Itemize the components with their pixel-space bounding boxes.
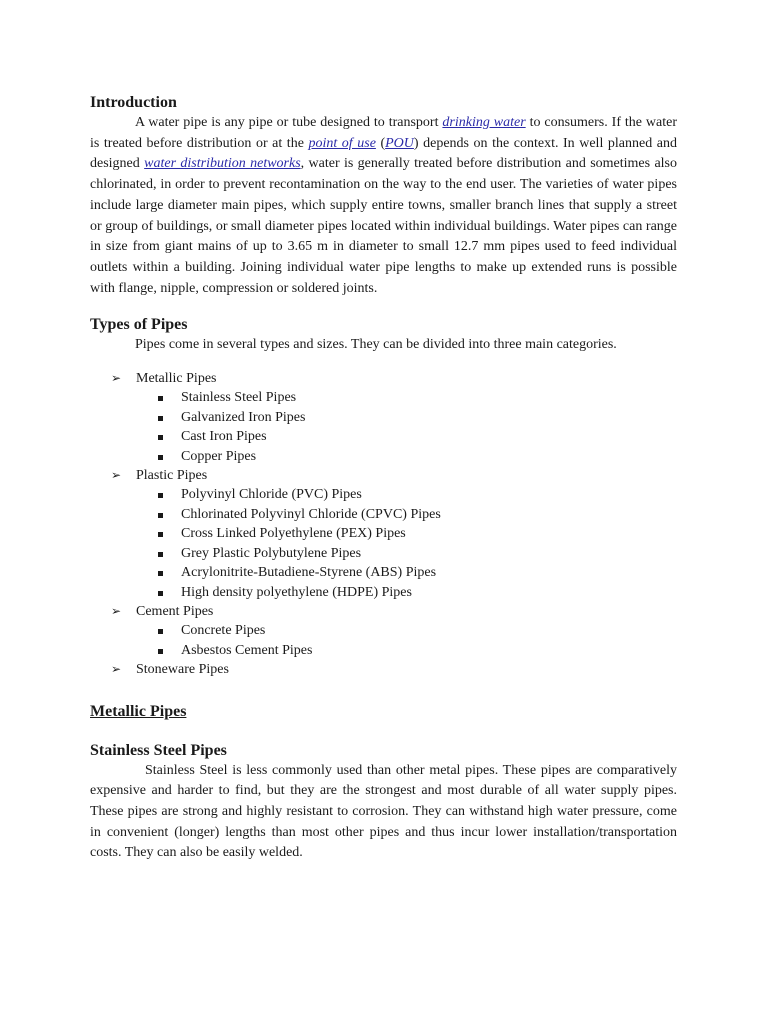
subcategory-item: [136, 485, 677, 504]
subcategory-item: [136, 621, 677, 640]
square-bullet-icon: [158, 455, 163, 460]
subcategory-list: [136, 485, 677, 601]
subcategory-list: [136, 621, 677, 660]
square-bullet-icon: [158, 532, 163, 537]
introduction-heading: Introduction: [90, 94, 177, 111]
category-item: [90, 369, 677, 466]
category-label: Stoneware Pipes: [136, 662, 229, 678]
intro-text-end: , water is generally treated before distribution and sometimes also chlorinated, in order to prevent recontamination on the way to the end user. The varieties of water pipes include large diameter main pipes, which supply entire towns, smaller branch lines that supply a street or group of buildings, or small diameter pipes located within individual buildings. Water pipes can range in size from giant mains of up to 3.65 m in diameter to small 12.7 mm pipes used to feed individual outlets within a building. Joining individual water pipe lengths to make up extended runs is possible with flange, nipple, compression or soldered joints.: [90, 156, 677, 296]
intro-text-mid3: ) depends on the context. In well planned and designed: [90, 135, 677, 172]
subcategory-item: [136, 388, 677, 407]
square-bullet-icon: [158, 552, 163, 557]
stainless-steel-pipes-heading: Stainless Steel Pipes: [90, 741, 227, 759]
subcategory-item: [136, 641, 677, 660]
arrowhead-bullet-icon: ➢: [111, 371, 122, 386]
category-item: [90, 660, 677, 679]
intro-text-start: A water pipe is any pipe or tube designed to transport: [135, 115, 443, 130]
subcategory-item: [136, 505, 677, 524]
category-label: Metallic Pipes: [136, 371, 217, 387]
square-bullet-icon: [158, 396, 163, 401]
subcategory-label: Cross Linked Polyethylene (PEX) Pipes: [181, 526, 406, 542]
square-bullet-icon: [158, 513, 163, 518]
point-of-use-link[interactable]: point of use: [308, 135, 376, 151]
square-bullet-icon: [158, 649, 163, 654]
subcategory-item: [136, 544, 677, 563]
pou-link[interactable]: POU: [385, 135, 414, 151]
subcategory-list: [136, 388, 677, 466]
subcategory-item: [136, 583, 677, 602]
types-paragraph: Pipes come in several types and sizes. They can be divided into three main categories.: [135, 337, 617, 353]
subcategory-label: Stainless Steel Pipes: [181, 390, 297, 406]
metallic-pipes-heading: Metallic Pipes: [90, 702, 187, 720]
square-bullet-icon: [158, 493, 163, 498]
category-label: Cement Pipes: [136, 603, 214, 619]
category-item: [90, 602, 677, 660]
square-bullet-icon: [158, 416, 163, 421]
subcategory-item: [136, 563, 677, 582]
arrowhead-bullet-icon: ➢: [111, 468, 122, 483]
subcategory-label: Acrylonitrite-Butadiene-Styrene (ABS) Pipes: [181, 565, 437, 581]
square-bullet-icon: [158, 435, 163, 440]
document-page: [90, 88, 677, 864]
subcategory-label: Galvanized Iron Pipes: [181, 409, 306, 425]
subcategory-label: Chlorinated Polyvinyl Chloride (CPVC) Pipes: [181, 506, 441, 522]
subcategory-item: [136, 447, 677, 466]
subcategory-label: Copper Pipes: [181, 448, 257, 464]
category-label: Plastic Pipes: [136, 468, 208, 484]
subcategory-label: Asbestos Cement Pipes: [181, 642, 313, 658]
square-bullet-icon: [158, 571, 163, 576]
subcategory-item: [136, 408, 677, 427]
category-item: [90, 466, 677, 602]
square-bullet-icon: [158, 591, 163, 596]
subcategory-item: [136, 524, 677, 543]
stainless-steel-paragraph: Stainless Steel is less commonly used than other metal pipes. These pipes are comparatively expensive and harder to find, but they are the strongest and most durable of all water supply pipes. These pipes are strong and highly resistant to corrosion. They can withstand high water pressure, come in convenient (longer) lengths than most other pipes and thus incur lower installation/transportation costs. They can also be easily welded.: [90, 762, 677, 861]
pipe-category-list: [90, 369, 677, 680]
subcategory-label: High density polyethylene (HDPE) Pipes: [181, 584, 412, 600]
subcategory-item: [136, 427, 677, 446]
subcategory-label: Cast Iron Pipes: [181, 429, 267, 445]
introduction-paragraph: [90, 113, 677, 299]
subcategory-label: Concrete Pipes: [181, 623, 266, 639]
arrowhead-bullet-icon: ➢: [111, 662, 122, 677]
subcategory-label: Polyvinyl Chloride (PVC) Pipes: [181, 487, 362, 503]
subcategory-label: Grey Plastic Polybutylene Pipes: [181, 545, 362, 561]
drinking-water-link[interactable]: drinking water: [442, 115, 526, 130]
square-bullet-icon: [158, 629, 163, 634]
intro-text-mid1: to consumers. If the water is treated before distribution or at the: [90, 115, 677, 151]
arrowhead-bullet-icon: ➢: [111, 603, 122, 618]
water-distribution-networks-link[interactable]: water distribution networks: [144, 156, 301, 172]
intro-text-mid2: (: [375, 135, 386, 151]
types-of-pipes-heading: Types of Pipes: [90, 316, 188, 334]
